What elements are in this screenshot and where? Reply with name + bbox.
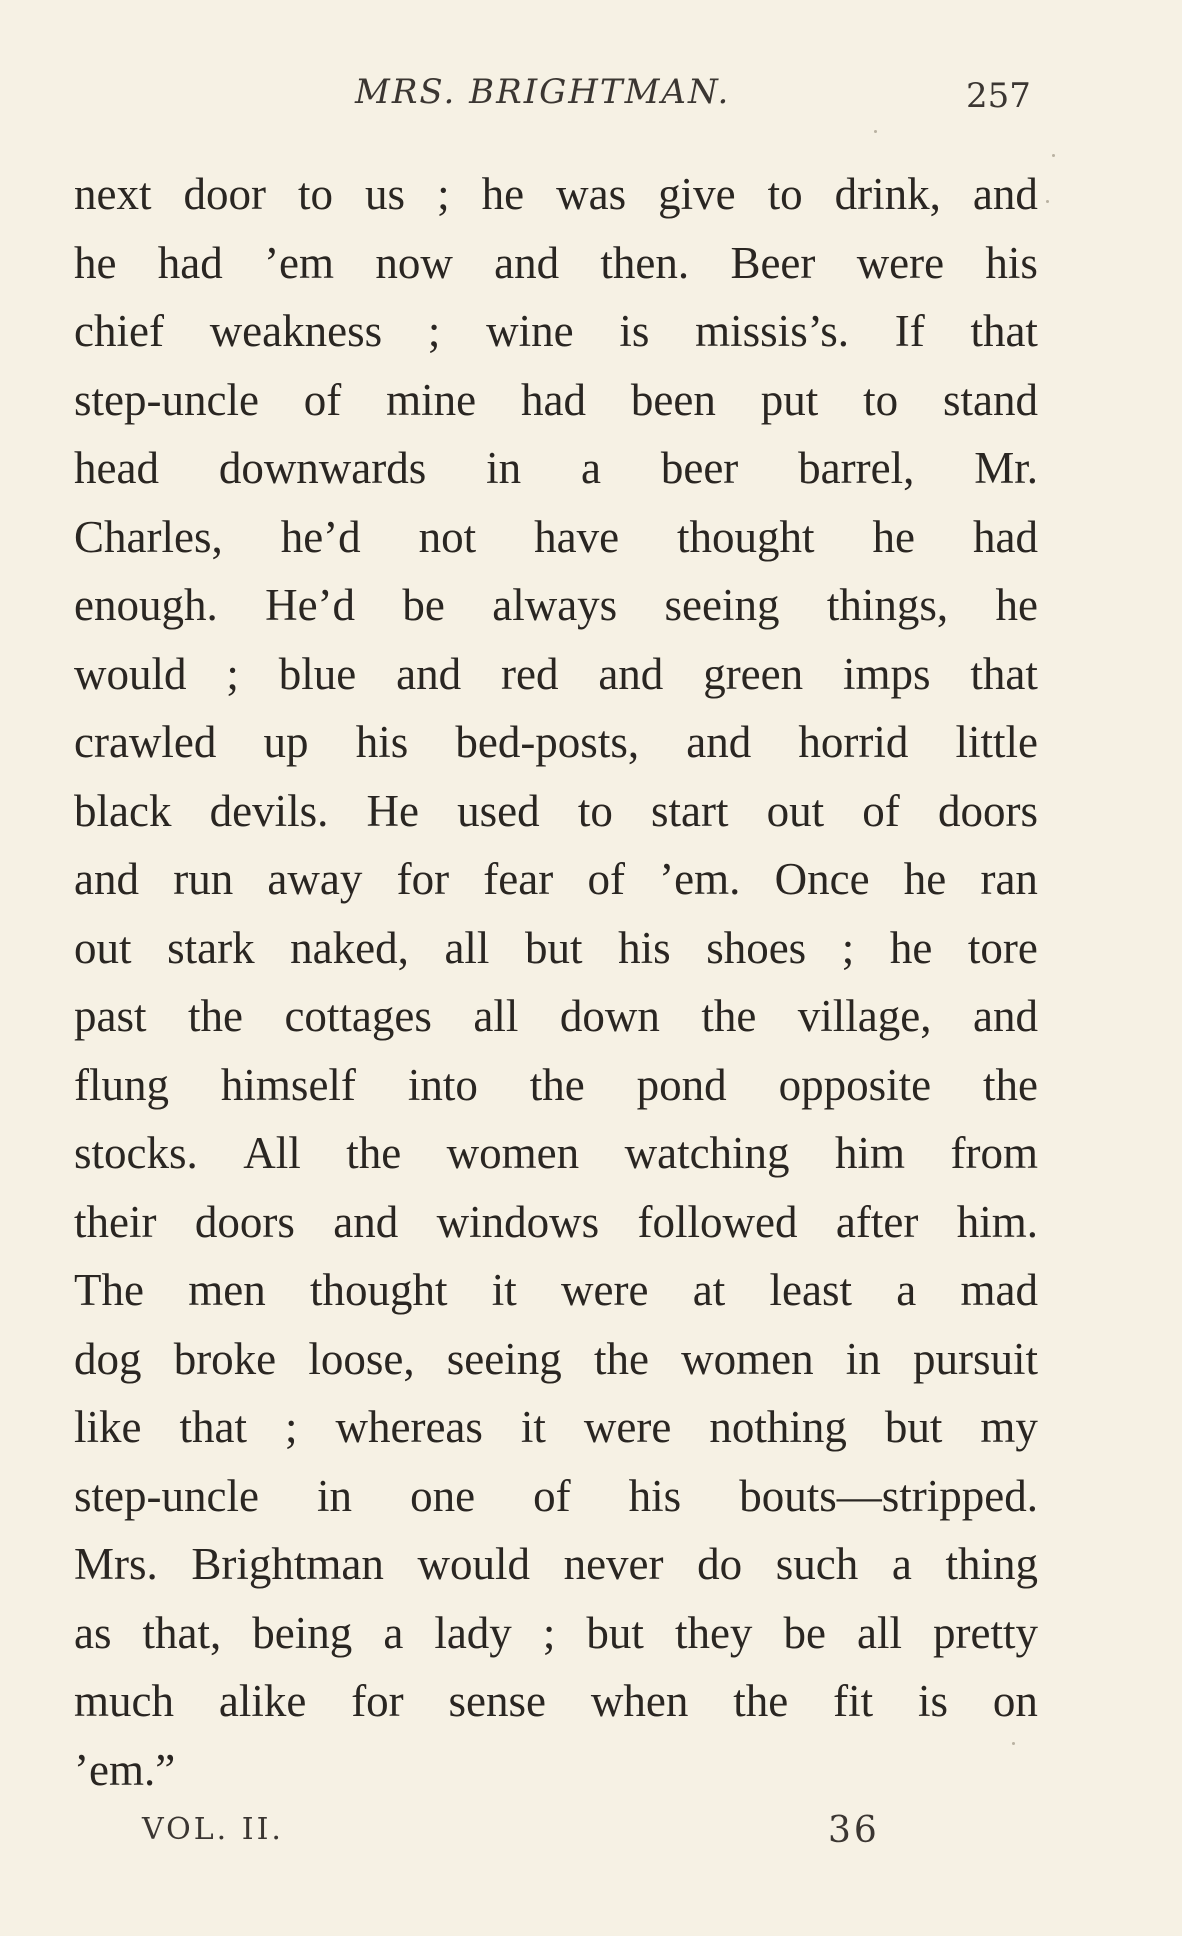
text-line	[74, 434, 1038, 503]
word: past	[74, 991, 147, 1041]
word: were	[856, 237, 945, 288]
word: into	[407, 1059, 478, 1110]
word: men	[188, 1265, 266, 1315]
word: shoes	[706, 922, 807, 973]
paper-speck	[1046, 200, 1049, 203]
word: his	[618, 922, 671, 973]
word: run	[173, 854, 234, 904]
word: of	[862, 785, 900, 836]
word: that	[970, 306, 1038, 356]
word: they	[674, 1607, 753, 1658]
word: out	[766, 785, 825, 836]
word: ;	[437, 169, 450, 219]
word: of	[303, 374, 342, 425]
word: my	[980, 1402, 1038, 1452]
word: be	[783, 1607, 826, 1658]
word: naked,	[290, 922, 409, 973]
word: never	[563, 1539, 664, 1589]
text-line	[74, 845, 1038, 914]
word: he	[481, 169, 525, 219]
word: he’d	[280, 511, 361, 562]
word: pursuit	[912, 1333, 1038, 1384]
word: broke	[173, 1333, 277, 1384]
word: ;	[284, 1402, 298, 1452]
word: of	[587, 854, 625, 904]
word: and	[74, 854, 139, 904]
word: were	[561, 1265, 649, 1315]
word: Brightman	[191, 1539, 384, 1589]
word: thought	[309, 1265, 448, 1315]
word: loose,	[308, 1333, 415, 1384]
word: it	[491, 1265, 517, 1315]
word: on	[992, 1676, 1038, 1726]
running-head-title: MRS. BRIGHTMAN.	[355, 72, 731, 112]
word: fit	[833, 1676, 874, 1726]
word: horrid	[798, 717, 909, 767]
word: He’d	[265, 580, 356, 630]
word: stocks.	[74, 1128, 198, 1178]
word: he	[995, 580, 1038, 630]
word: would	[417, 1539, 530, 1589]
word: ’em	[264, 237, 335, 288]
text-line	[74, 1256, 1038, 1325]
word: then.	[600, 237, 690, 288]
word: much	[74, 1676, 174, 1726]
word: Beer	[730, 237, 816, 288]
word: but	[586, 1607, 644, 1658]
word: ;	[427, 306, 441, 356]
word: to	[767, 169, 803, 219]
word: drink,	[834, 169, 941, 219]
word: that	[970, 648, 1038, 699]
word: the	[701, 991, 757, 1041]
word: devils.	[209, 785, 329, 836]
word: out	[74, 922, 132, 973]
word: him	[835, 1128, 906, 1178]
paper-speck	[874, 130, 877, 133]
text-line	[74, 229, 1038, 298]
text-line	[74, 982, 1038, 1051]
text-line	[74, 297, 1038, 366]
word: and	[494, 237, 560, 288]
word: but	[884, 1402, 943, 1452]
text-line	[74, 1051, 1038, 1120]
word: and	[686, 717, 752, 767]
word: the	[733, 1676, 789, 1726]
word: when	[590, 1676, 689, 1726]
word: followed	[637, 1196, 798, 1247]
word: village,	[797, 991, 932, 1041]
word: had	[157, 237, 223, 288]
word: a	[891, 1539, 912, 1589]
word: The	[74, 1265, 144, 1315]
text-line	[74, 1325, 1038, 1394]
word: Once	[774, 854, 870, 904]
word: least	[769, 1265, 852, 1315]
word: women	[681, 1333, 814, 1384]
word: him.	[956, 1196, 1038, 1247]
text-line	[74, 366, 1038, 435]
word: door	[183, 169, 266, 219]
text-line	[74, 1119, 1038, 1188]
word: for	[351, 1676, 404, 1726]
word: bed-posts,	[455, 717, 640, 767]
word: stand	[943, 374, 1038, 425]
word: pond	[636, 1059, 727, 1110]
word: would	[74, 648, 187, 699]
word: If	[894, 306, 925, 356]
word: away	[267, 854, 363, 904]
word: black	[74, 785, 172, 836]
word: and	[598, 648, 664, 699]
word: opposite	[778, 1059, 932, 1110]
word: he	[74, 237, 117, 288]
word: and	[396, 648, 462, 699]
word: not	[418, 511, 477, 562]
word: the	[593, 1333, 649, 1384]
word: Mr.	[974, 443, 1038, 493]
word: from	[950, 1128, 1038, 1178]
word: in	[316, 1470, 352, 1521]
text-line	[74, 640, 1038, 709]
word: He	[366, 785, 419, 836]
word: and	[972, 169, 1038, 219]
word: being	[252, 1607, 353, 1658]
word: doors	[194, 1196, 295, 1247]
word: green	[703, 648, 804, 699]
text-line	[74, 1599, 1038, 1668]
word: enough.	[74, 580, 218, 630]
word: the	[983, 1059, 1038, 1110]
word: seeing	[664, 580, 780, 630]
word: thing	[945, 1539, 1038, 1589]
word: watching	[624, 1128, 790, 1178]
text-line	[74, 708, 1038, 777]
word: the	[346, 1128, 402, 1178]
word: he	[872, 511, 915, 562]
word: Mrs.	[74, 1539, 158, 1589]
word: after	[835, 1196, 919, 1247]
word: like	[74, 1402, 142, 1452]
word: next	[74, 169, 152, 219]
word: in	[486, 443, 522, 493]
body-text	[74, 160, 1038, 1804]
word: in	[845, 1333, 881, 1384]
text-line	[74, 503, 1038, 572]
word: stark	[167, 922, 255, 973]
word: barrel,	[798, 443, 915, 493]
word: mine	[386, 374, 477, 425]
word: tore	[967, 922, 1038, 973]
word: ran	[980, 854, 1038, 904]
word: had	[972, 511, 1038, 562]
word: and	[333, 1196, 399, 1247]
word: be	[402, 580, 445, 630]
signature-mark: 36	[828, 1810, 880, 1851]
word: the	[529, 1059, 585, 1110]
word: all	[444, 922, 490, 973]
word: always	[492, 580, 618, 630]
word: all	[473, 991, 519, 1041]
word: was	[556, 169, 627, 219]
word: have	[534, 511, 620, 562]
word: weakness	[209, 306, 383, 356]
word: of	[533, 1470, 571, 1521]
word: fear	[483, 854, 554, 904]
word: he	[903, 854, 947, 904]
word: women	[446, 1128, 580, 1178]
word: doors	[937, 785, 1038, 836]
word: a	[581, 443, 601, 493]
word: had	[521, 374, 587, 425]
word: their	[74, 1196, 157, 1247]
word: dog	[74, 1333, 142, 1384]
word: such	[775, 1539, 859, 1589]
word: ;	[226, 648, 239, 699]
word: to	[577, 785, 613, 836]
word: that	[179, 1402, 247, 1452]
text-line	[74, 777, 1038, 846]
word: bouts—stripped.	[739, 1470, 1038, 1521]
text-line: ’em.”	[74, 1744, 176, 1795]
word: pretty	[932, 1607, 1038, 1658]
word: is	[918, 1676, 949, 1726]
word: as	[74, 1607, 112, 1658]
word: his	[985, 237, 1038, 288]
word: crawled	[74, 717, 217, 767]
word: seeing	[446, 1333, 562, 1384]
word: things,	[826, 580, 949, 630]
text-line	[74, 160, 1038, 229]
word: the	[187, 991, 243, 1041]
word: ’em.	[659, 854, 741, 904]
word: wine	[486, 306, 574, 356]
volume-label: VOL. II.	[142, 1812, 284, 1847]
word: his	[355, 717, 409, 767]
word: to	[298, 169, 334, 219]
word: blue	[278, 648, 357, 699]
word: do	[697, 1539, 743, 1589]
word: up	[263, 717, 309, 767]
word: head	[74, 443, 159, 493]
word: it	[520, 1402, 546, 1452]
word: his	[628, 1470, 682, 1521]
word: been	[630, 374, 716, 425]
word: downwards	[218, 443, 427, 493]
paper-speck	[1052, 154, 1055, 157]
word: missis’s.	[695, 306, 849, 356]
word: to	[863, 374, 899, 425]
text-line	[74, 1530, 1038, 1599]
word: whereas	[335, 1402, 483, 1452]
word: little	[955, 717, 1038, 767]
word: give	[658, 169, 736, 219]
word: start	[650, 785, 729, 836]
text-line	[74, 1462, 1038, 1531]
word: a	[896, 1265, 917, 1315]
word: one	[410, 1470, 476, 1521]
word: imps	[843, 648, 931, 699]
text-line	[74, 571, 1038, 640]
word: now	[375, 237, 453, 288]
word: thought	[677, 511, 815, 562]
page-number: 257	[966, 76, 1031, 116]
word: ;	[542, 1607, 556, 1658]
word: step-uncle	[74, 1470, 259, 1521]
text-line	[74, 1393, 1038, 1462]
word: alike	[218, 1676, 307, 1726]
word: all	[856, 1607, 902, 1658]
word: and	[973, 991, 1038, 1041]
word: windows	[436, 1196, 600, 1247]
word: ;	[841, 922, 855, 973]
word: cottages	[284, 991, 432, 1041]
word: is	[619, 306, 650, 356]
word: beer	[660, 443, 739, 493]
text-line	[74, 1188, 1038, 1257]
word: sense	[448, 1676, 547, 1726]
word: himself	[220, 1059, 356, 1110]
paper-speck	[1012, 1742, 1015, 1745]
word: lady	[434, 1607, 512, 1658]
word: for	[396, 854, 450, 904]
word: put	[760, 374, 819, 425]
word: a	[383, 1607, 404, 1658]
word: he	[889, 922, 933, 973]
word: step-uncle	[74, 374, 259, 425]
word: us	[365, 169, 406, 219]
word: chief	[74, 306, 164, 356]
word: mad	[960, 1265, 1038, 1315]
word: All	[243, 1128, 301, 1178]
word: but	[525, 922, 583, 973]
word: red	[500, 648, 559, 699]
word: used	[457, 785, 540, 836]
word: Charles,	[74, 511, 223, 562]
word: nothing	[709, 1402, 847, 1452]
text-line	[74, 1667, 1038, 1736]
word: at	[692, 1265, 726, 1315]
text-line	[74, 914, 1038, 983]
word: flung	[74, 1059, 169, 1110]
word: down	[559, 991, 660, 1041]
word: were	[583, 1402, 672, 1452]
word: that,	[142, 1607, 222, 1658]
